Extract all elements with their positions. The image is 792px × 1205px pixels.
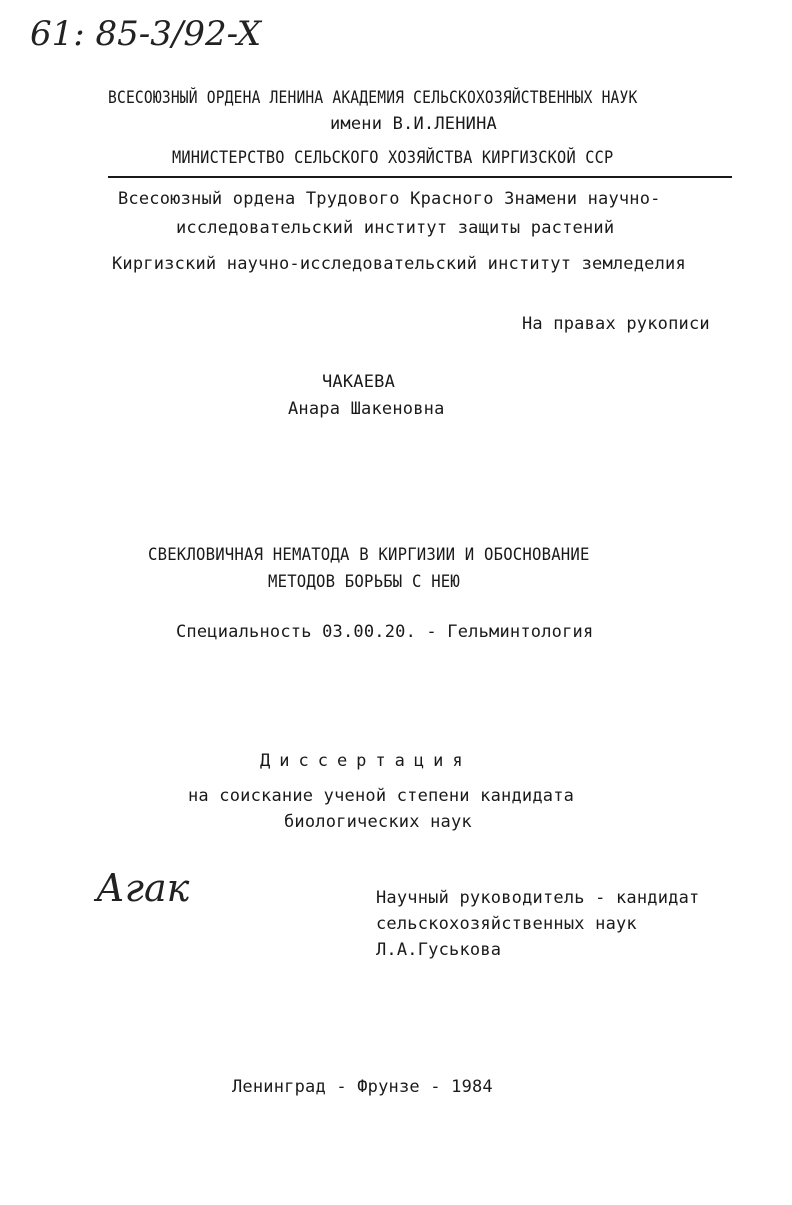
supervisor-line-1: Научный руководитель - кандидат <box>376 888 700 908</box>
supervisor-line-3: Л.А.Гуськова <box>376 940 502 960</box>
dissertation-heading: Диссертация <box>260 751 472 771</box>
institute-line-3: Киргизский научно-исследовательский институт земледелия <box>112 254 686 274</box>
academy-line-2: имени В.И.ЛЕНИНА <box>330 114 497 134</box>
author-surname: ЧАКАЕВА <box>322 372 396 392</box>
dissertation-line-1: на соискание ученой степени кандидата <box>188 786 575 806</box>
institute-line-2: исследовательский институт защиты растений <box>176 218 615 238</box>
author-given-names: Анара Шакеновна <box>288 399 445 419</box>
header-divider <box>108 176 732 178</box>
title-line-1: СВЕКЛОВИЧНАЯ НЕМАТОДА В КИРГИЗИИ И ОБОСНОВАНИЕ <box>148 545 590 565</box>
dissertation-line-2: биологических наук <box>284 812 472 832</box>
footer-place-year: Ленинград - Фрунзе - 1984 <box>232 1077 493 1097</box>
supervisor-line-2: сельскохозяйственных наук <box>376 914 637 934</box>
rights-note: На правах рукописи <box>522 314 710 334</box>
specialty: Специальность 03.00.20. - Гельминтология <box>176 622 594 642</box>
institute-line-1: Всесоюзный ордена Трудового Красного Знамени научно- <box>118 189 661 209</box>
ministry-line: МИНИСТЕРСТВО СЕЛЬСКОГО ХОЗЯЙСТВА КИРГИЗСКОЙ ССР <box>172 148 614 168</box>
catalog-mark: 61: 85-3/92-X <box>30 14 262 54</box>
title-line-2: МЕТОДОВ БОРЬБЫ С НЕЮ <box>268 572 461 592</box>
signature: Агак <box>96 866 190 910</box>
academy-line-1: ВСЕСОЮЗНЫЙ ОРДЕНА ЛЕНИНА АКАДЕМИЯ СЕЛЬСКОХОЗЯЙСТВЕННЫХ НАУК <box>108 88 638 108</box>
